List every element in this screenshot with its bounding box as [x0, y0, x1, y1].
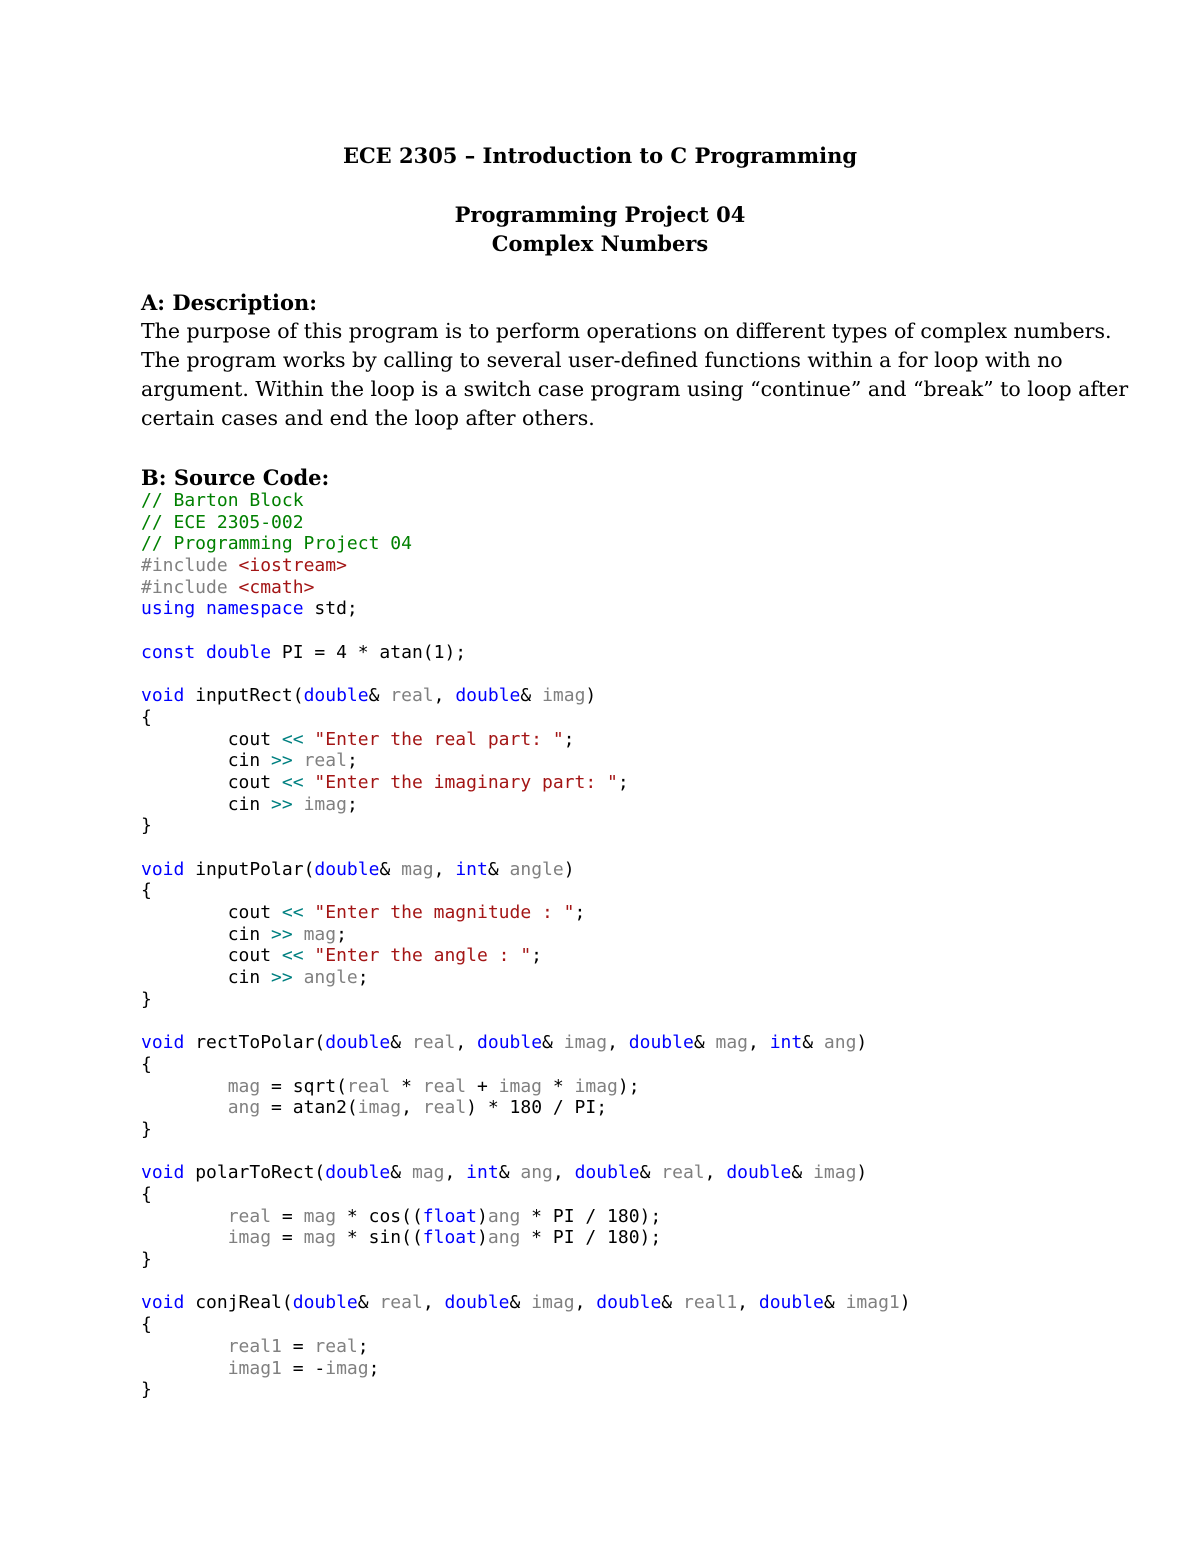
code-operator: >>: [271, 750, 293, 772]
code-text: ;: [368, 1357, 380, 1379]
code-operator: <<: [281, 902, 304, 924]
code-text: ;: [346, 793, 358, 815]
description-line-4: certain cases and end the loop after others.: [141, 406, 595, 430]
code-parameter: imag: [227, 1227, 272, 1249]
code-text: ,: [552, 1162, 575, 1184]
code-parameter: imag: [303, 793, 347, 815]
code-text: &: [693, 1032, 716, 1054]
code-keyword: double: [455, 685, 521, 707]
code-text: [141, 1336, 228, 1357]
code-parameter: real: [314, 1335, 358, 1357]
code-keyword: double: [628, 1032, 694, 1054]
code-text: &: [639, 1162, 662, 1184]
code-text: ;: [357, 1335, 369, 1357]
code-text: [141, 1358, 228, 1379]
code-text: ;: [357, 967, 369, 989]
code-text: &: [661, 1292, 683, 1314]
code-parameter: angle: [509, 858, 564, 880]
code-keyword: double: [314, 858, 380, 880]
code-text: [293, 967, 304, 988]
code-keyword: void: [141, 1032, 185, 1054]
code-parameter: angle: [303, 967, 358, 989]
code-line: [141, 1076, 911, 1098]
code-text: * cos((: [336, 1205, 423, 1227]
code-text: [195, 598, 206, 619]
code-line: [141, 685, 911, 707]
code-text: [304, 945, 315, 966]
code-parameter: real: [422, 1097, 467, 1119]
code-keyword: double: [574, 1162, 640, 1184]
code-text: {: [141, 1184, 152, 1205]
code-text: [293, 750, 304, 771]
code-text: ,: [401, 1097, 423, 1119]
code-parameter: mag: [715, 1032, 749, 1054]
code-keyword: double: [206, 641, 272, 663]
code-text: [141, 1076, 228, 1097]
code-parameter: real: [346, 1075, 391, 1097]
code-string: "Enter the angle : ": [314, 945, 532, 967]
code-keyword: double: [596, 1292, 662, 1314]
code-parameter: imag1: [845, 1292, 900, 1314]
code-parameter: imag: [574, 1075, 618, 1097]
code-text: &: [823, 1292, 846, 1314]
code-comment: // Programming Project 04: [141, 533, 412, 555]
code-keyword: double: [325, 1032, 391, 1054]
code-parameter: real: [661, 1162, 705, 1184]
code-text: = atan2(: [260, 1097, 358, 1119]
code-keyword: double: [726, 1162, 792, 1184]
code-text: * PI / 180);: [520, 1205, 662, 1227]
code-text: {: [141, 1053, 152, 1075]
code-text: ): [476, 1227, 488, 1249]
code-line: [141, 1249, 911, 1271]
code-text: cout: [141, 771, 282, 793]
code-string: "Enter the real part: ": [314, 728, 564, 750]
code-text: &: [520, 685, 543, 707]
code-line: [141, 1292, 911, 1314]
code-text: [195, 642, 206, 663]
code-line: [141, 1141, 911, 1163]
code-text: conjReal(: [184, 1292, 293, 1314]
code-text: = sqrt(: [260, 1075, 347, 1097]
code-line: [141, 598, 911, 620]
code-text: = -: [281, 1357, 326, 1379]
code-text: ): [856, 1032, 868, 1054]
code-text: polarToRect(: [184, 1162, 326, 1184]
code-line: [141, 533, 911, 555]
code-text: ,: [737, 1292, 759, 1314]
code-line: [141, 1227, 911, 1249]
code-parameter: ang: [487, 1227, 521, 1249]
code-text: [141, 1227, 228, 1248]
code-line: [141, 1054, 911, 1076]
code-text: ;: [617, 771, 629, 793]
code-keyword: double: [477, 1032, 543, 1054]
code-parameter: imag: [325, 1357, 369, 1379]
code-text: [141, 1206, 228, 1227]
code-parameter: imag: [813, 1162, 857, 1184]
code-text: {: [141, 706, 152, 728]
code-line: [141, 815, 911, 837]
source-heading: B: Source Code:: [141, 465, 330, 490]
code-text: &: [802, 1032, 824, 1054]
code-parameter: real: [227, 1205, 272, 1227]
code-text: cout: [141, 945, 282, 967]
code-text: ): [856, 1162, 868, 1184]
code-text: ): [899, 1292, 911, 1314]
code-line: [141, 729, 911, 751]
code-keyword: double: [303, 685, 369, 707]
code-comment: // Barton Block: [141, 490, 304, 511]
code-text: std;: [303, 598, 358, 620]
code-line: [141, 1011, 911, 1033]
code-keyword: int: [455, 858, 488, 880]
code-text: =: [271, 1227, 304, 1249]
code-text: [304, 902, 315, 923]
code-text: {: [141, 1314, 152, 1336]
code-text: ,: [455, 1032, 478, 1054]
code-parameter: imag: [357, 1097, 402, 1119]
code-operator: >>: [271, 793, 293, 815]
code-keyword: using: [141, 598, 196, 620]
code-text: * sin((: [336, 1227, 423, 1249]
code-text: ;: [563, 728, 575, 750]
code-text: }: [141, 1118, 152, 1140]
code-text: cin: [141, 923, 272, 945]
code-parameter: mag: [411, 1162, 445, 1184]
code-line: [141, 1206, 911, 1228]
code-line: [141, 1336, 911, 1358]
code-operator: >>: [271, 923, 293, 945]
code-line: [141, 989, 911, 1011]
code-keyword: int: [466, 1162, 499, 1184]
code-preprocessor: #include: [141, 576, 239, 598]
code-keyword: void: [141, 1162, 185, 1184]
code-parameter: ang: [823, 1032, 857, 1054]
code-text: ): [585, 685, 597, 707]
code-parameter: real: [411, 1032, 456, 1054]
description-line-2: The program works by calling to several user-defined functions within a for loop with no: [141, 348, 1063, 372]
code-parameter: real: [422, 1075, 467, 1097]
code-line: [141, 924, 911, 946]
code-parameter: imag: [563, 1032, 608, 1054]
code-keyword: void: [141, 858, 185, 880]
code-parameter: real: [303, 750, 347, 772]
code-text: [293, 924, 304, 945]
code-line: [141, 750, 911, 772]
code-line: [141, 945, 911, 967]
code-line: [141, 1032, 911, 1054]
code-text: ,: [433, 858, 456, 880]
code-text: *: [390, 1075, 423, 1097]
code-text: &: [791, 1162, 814, 1184]
code-text: cout: [141, 728, 282, 750]
code-text: ,: [574, 1292, 597, 1314]
code-line: [141, 967, 911, 989]
code-keyword: void: [141, 1292, 185, 1314]
code-text: &: [542, 1032, 564, 1054]
code-text: cout: [141, 902, 282, 924]
code-operator: <<: [281, 728, 304, 750]
code-keyword: double: [292, 1292, 358, 1314]
code-text: [304, 729, 315, 750]
code-text: cin: [141, 793, 272, 815]
code-string: "Enter the imaginary part: ": [314, 771, 618, 793]
code-text: }: [141, 1379, 152, 1401]
code-keyword: double: [758, 1292, 824, 1314]
code-text: ,: [607, 1032, 629, 1054]
code-comment: // ECE 2305-002: [141, 511, 304, 533]
code-keyword: namespace: [206, 598, 304, 620]
code-text: &: [368, 685, 391, 707]
code-line: [141, 664, 911, 686]
code-line: [141, 859, 911, 881]
code-parameter: mag: [303, 923, 337, 945]
code-line: [141, 1314, 911, 1336]
code-string: "Enter the magnitude : ": [314, 902, 575, 924]
code-text: &: [498, 1162, 521, 1184]
code-line: [141, 1119, 911, 1141]
code-parameter: ang: [227, 1097, 261, 1119]
code-line: [141, 1379, 911, 1401]
code-text: ;: [336, 923, 347, 945]
code-line: [141, 707, 911, 729]
code-keyword: int: [769, 1032, 803, 1054]
code-parameter: imag1: [227, 1357, 282, 1379]
code-text: =: [281, 1335, 315, 1357]
code-text: ;: [574, 902, 586, 924]
code-line: [141, 1271, 911, 1293]
code-text: [293, 794, 304, 815]
code-operator: <<: [281, 771, 304, 793]
code-text: inputPolar(: [184, 858, 315, 880]
code-line: [141, 642, 911, 664]
code-parameter: ang: [487, 1205, 521, 1227]
code-text: inputRect(: [184, 685, 304, 707]
code-line: [141, 490, 911, 512]
code-parameter: mag: [227, 1075, 261, 1097]
code-text: ;: [346, 750, 358, 772]
description-heading: A: Description:: [141, 290, 317, 315]
code-text: ,: [433, 685, 456, 707]
code-operator: >>: [271, 967, 293, 989]
description-line-1: The purpose of this program is to perform operations on different types of complex numbers.: [141, 319, 1112, 343]
code-text: PI = 4 * atan(1);: [271, 641, 467, 663]
code-line: [141, 512, 911, 534]
code-line: [141, 555, 911, 577]
code-text: ): [476, 1205, 488, 1227]
code-text: ) * 180 / PI;: [466, 1097, 608, 1119]
project-title: Programming Project 04: [454, 202, 746, 227]
code-keyword: void: [141, 685, 185, 707]
source-code-block: [141, 490, 911, 1401]
code-keyword: float: [422, 1227, 477, 1249]
course-title: ECE 2305 – Introduction to C Programming: [342, 143, 858, 168]
code-text: * PI / 180);: [520, 1227, 662, 1249]
code-keyword: double: [325, 1162, 391, 1184]
code-text: );: [617, 1075, 640, 1097]
code-header-name: <cmath>: [238, 576, 315, 598]
code-line: [141, 1097, 911, 1119]
code-parameter: real1: [227, 1335, 282, 1357]
code-text: {: [141, 880, 152, 902]
code-keyword: const: [141, 641, 196, 663]
code-parameter: mag: [303, 1205, 337, 1227]
code-line: [141, 1184, 911, 1206]
code-line: [141, 837, 911, 859]
description-line-3: argument. Within the loop is a switch case program using “continue” and “break” to loop after: [141, 377, 1129, 401]
code-header-name: <iostream>: [238, 555, 347, 577]
code-parameter: imag: [531, 1292, 575, 1314]
code-text: &: [390, 1162, 412, 1184]
code-text: ;: [531, 945, 543, 967]
code-line: [141, 620, 911, 642]
code-text: &: [487, 858, 510, 880]
code-text: cin: [141, 967, 272, 989]
code-text: rectToPolar(: [184, 1032, 326, 1054]
code-line: [141, 902, 911, 924]
code-parameter: imag: [542, 685, 586, 707]
code-text: }: [141, 988, 152, 1010]
code-text: }: [141, 815, 152, 837]
code-text: &: [357, 1292, 380, 1314]
code-operator: <<: [281, 945, 304, 967]
code-parameter: mag: [401, 858, 434, 880]
code-text: ,: [444, 1162, 467, 1184]
code-line: [141, 577, 911, 599]
code-text: cin: [141, 750, 272, 772]
code-parameter: imag: [498, 1075, 543, 1097]
code-keyword: float: [422, 1205, 477, 1227]
project-subtitle: Complex Numbers: [491, 231, 709, 256]
code-text: &: [390, 1032, 412, 1054]
code-parameter: mag: [303, 1227, 337, 1249]
code-line: [141, 772, 911, 794]
code-text: ): [563, 858, 575, 880]
code-text: [304, 772, 315, 793]
code-parameter: ang: [520, 1162, 553, 1184]
code-text: &: [379, 858, 402, 880]
code-text: ,: [748, 1032, 770, 1054]
code-preprocessor: #include: [141, 555, 239, 577]
code-text: *: [542, 1075, 575, 1097]
code-parameter: real: [390, 685, 434, 707]
code-parameter: real: [379, 1292, 423, 1314]
code-keyword: double: [444, 1292, 510, 1314]
code-text: [141, 1097, 228, 1118]
code-text: ,: [704, 1162, 727, 1184]
code-line: [141, 880, 911, 902]
code-text: }: [141, 1249, 152, 1271]
code-line: [141, 794, 911, 816]
code-text: =: [271, 1205, 304, 1227]
code-parameter: real1: [682, 1292, 738, 1314]
code-line: [141, 1162, 911, 1184]
code-line: [141, 1358, 911, 1380]
code-text: +: [466, 1075, 499, 1097]
code-text: ,: [422, 1292, 445, 1314]
code-text: &: [509, 1292, 532, 1314]
